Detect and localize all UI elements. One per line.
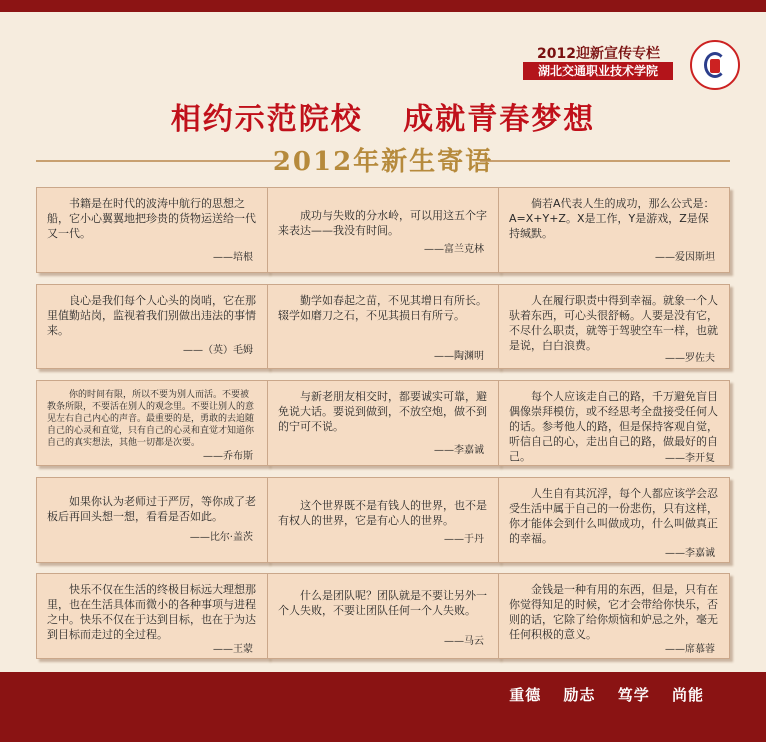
subtitle: 2012年新生寄语: [272, 147, 494, 177]
school-logo-icon: [690, 40, 740, 90]
quote-author: ——富兰克林: [424, 244, 484, 255]
quote-author: ——爱因斯坦: [655, 252, 715, 263]
quote-text: 如果你认为老师过于严厉，等你成了老板后再回头想一想，看看是否如此。: [47, 495, 256, 523]
quote-author: ——于丹: [444, 534, 484, 545]
quote-author: ——罗佐夫: [665, 353, 715, 364]
quote-card: [36, 380, 268, 466]
quote-text: 什么是团队呢？团队就是不要让另外一个人失败，不要让团队任何一个人失败。: [278, 589, 487, 617]
quote-text: 每个人应该走自己的路，千万避免盲目偶像崇拜模仿，或不经思考全盘接受任何人的话。参考他人的路，但是保持客观自觉，听信自己的心，走出自己的路，做最好的自己。: [509, 390, 718, 463]
quote-text: 与新老朋友相交时，都要诚实可靠，避免说大话。要说到做到，不放空炮，做不到的宁可不说。: [278, 390, 487, 433]
quote-author: ——李开复: [665, 453, 715, 464]
quote-text: 书籍是在时代的波涛中航行的思想之船，它小心翼翼地把珍贵的货物运送给一代又一代。: [47, 197, 256, 240]
quote-author: ——席慕蓉: [665, 644, 715, 655]
quote-author: ——（英）毛姆: [183, 345, 253, 356]
quote-card: [498, 284, 730, 369]
quote-text: 人生自有其沉浮，每个人都应该学会忍受生活中属于自己的一份悲伤，只有这样，你才能体会到什么叫做成功，什么叫做真正的幸福。: [509, 487, 718, 545]
quote-card: [267, 380, 499, 466]
header-badge: [523, 40, 691, 82]
quote-author: ——马云: [444, 636, 484, 647]
quote-card: [498, 380, 730, 466]
quote-author: ——乔布斯: [203, 451, 253, 462]
quote-text: 倘若A代表人生的成功，那么公式是：A=X+Y+Z。X是工作，Y是游戏，Z是保持缄默。: [509, 197, 715, 240]
quote-author: ——陶渊明: [434, 351, 484, 362]
main-title-left: 相约示范院校: [170, 102, 363, 137]
quote-text: 这个世界既不是有钱人的世界，也不是有权人的世界，它是有心人的世界。: [278, 499, 487, 527]
quote-author: ——王蒙: [213, 644, 253, 655]
slogan-item: 重德: [509, 686, 542, 704]
quote-text: 勤学如春起之苗，不见其增日有所长。辍学如磨刀之石，不见其损日有所亏。: [278, 294, 487, 322]
footer-bar: [0, 672, 766, 742]
quote-card: [267, 187, 499, 273]
main-title: [0, 94, 766, 138]
footer-slogans: [493, 684, 704, 705]
quote-card: [267, 284, 499, 369]
quote-card: [498, 477, 730, 563]
header-badge-school: 湖北交通职业技术学院: [523, 62, 673, 80]
top-bar: [0, 0, 766, 12]
main-title-right: 成就青春梦想: [403, 102, 596, 137]
quote-card: [36, 284, 268, 369]
slogan-item: 尚能: [671, 686, 704, 704]
quote-author: ——培根: [213, 252, 253, 263]
quote-card: [267, 477, 499, 563]
header-badge-title: 2012迎新宣传专栏: [537, 46, 660, 62]
quote-text: 人在履行职责中得到幸福。就象一个人驮着东西，可心头很舒畅。人要是没有它，不尽什么职责，就等于驾驶空车一样，也就是说，白白浪费。: [509, 294, 718, 352]
quote-author: ——李嘉诚: [665, 548, 715, 559]
quote-author: ——李嘉诚: [434, 445, 484, 456]
quote-card: [36, 187, 268, 273]
quote-card: [267, 573, 499, 659]
quote-card: [498, 187, 730, 273]
logo-mark: [710, 59, 720, 73]
quote-text: 金钱是一种有用的东西，但是，只有在你觉得知足的时候，它才会带给你快乐，否则的话，它除了给你烦恼和妒忌之外，毫无任何积极的意义。: [509, 583, 718, 641]
slogan-item: 笃学: [617, 686, 650, 704]
quote-card: [498, 573, 730, 659]
quote-text: 成功与失败的分水岭，可以用这五个字来表达——我没有时间。: [278, 209, 487, 237]
quote-card: [36, 477, 268, 563]
quote-author: ——比尔·盖茨: [189, 532, 253, 543]
quote-text: 良心是我们每个人心头的岗哨，它在那里值勤站岗，监视着我们别做出违法的事情来。: [47, 294, 256, 337]
slogan-item: 励志: [563, 686, 596, 704]
quote-text: 你的时间有限，所以不要为别人而活。不要被教条所限，不要活在别人的观念里。不要让别人的意见左右自己内心的声音。最重要的是，勇敢的去追随自己的心灵和直觉，只有自己的心灵和直觉才知道你自己的真实想法，其他一切都是次要。: [47, 390, 255, 448]
quote-text: 快乐不仅在生活的终极目标远大理想那里，也在生活具体而微小的各种事项与进程之中。快乐不仅在于达到目标，也在于为达到目标而走过的全过程。: [47, 583, 256, 641]
quote-card: [36, 573, 268, 659]
